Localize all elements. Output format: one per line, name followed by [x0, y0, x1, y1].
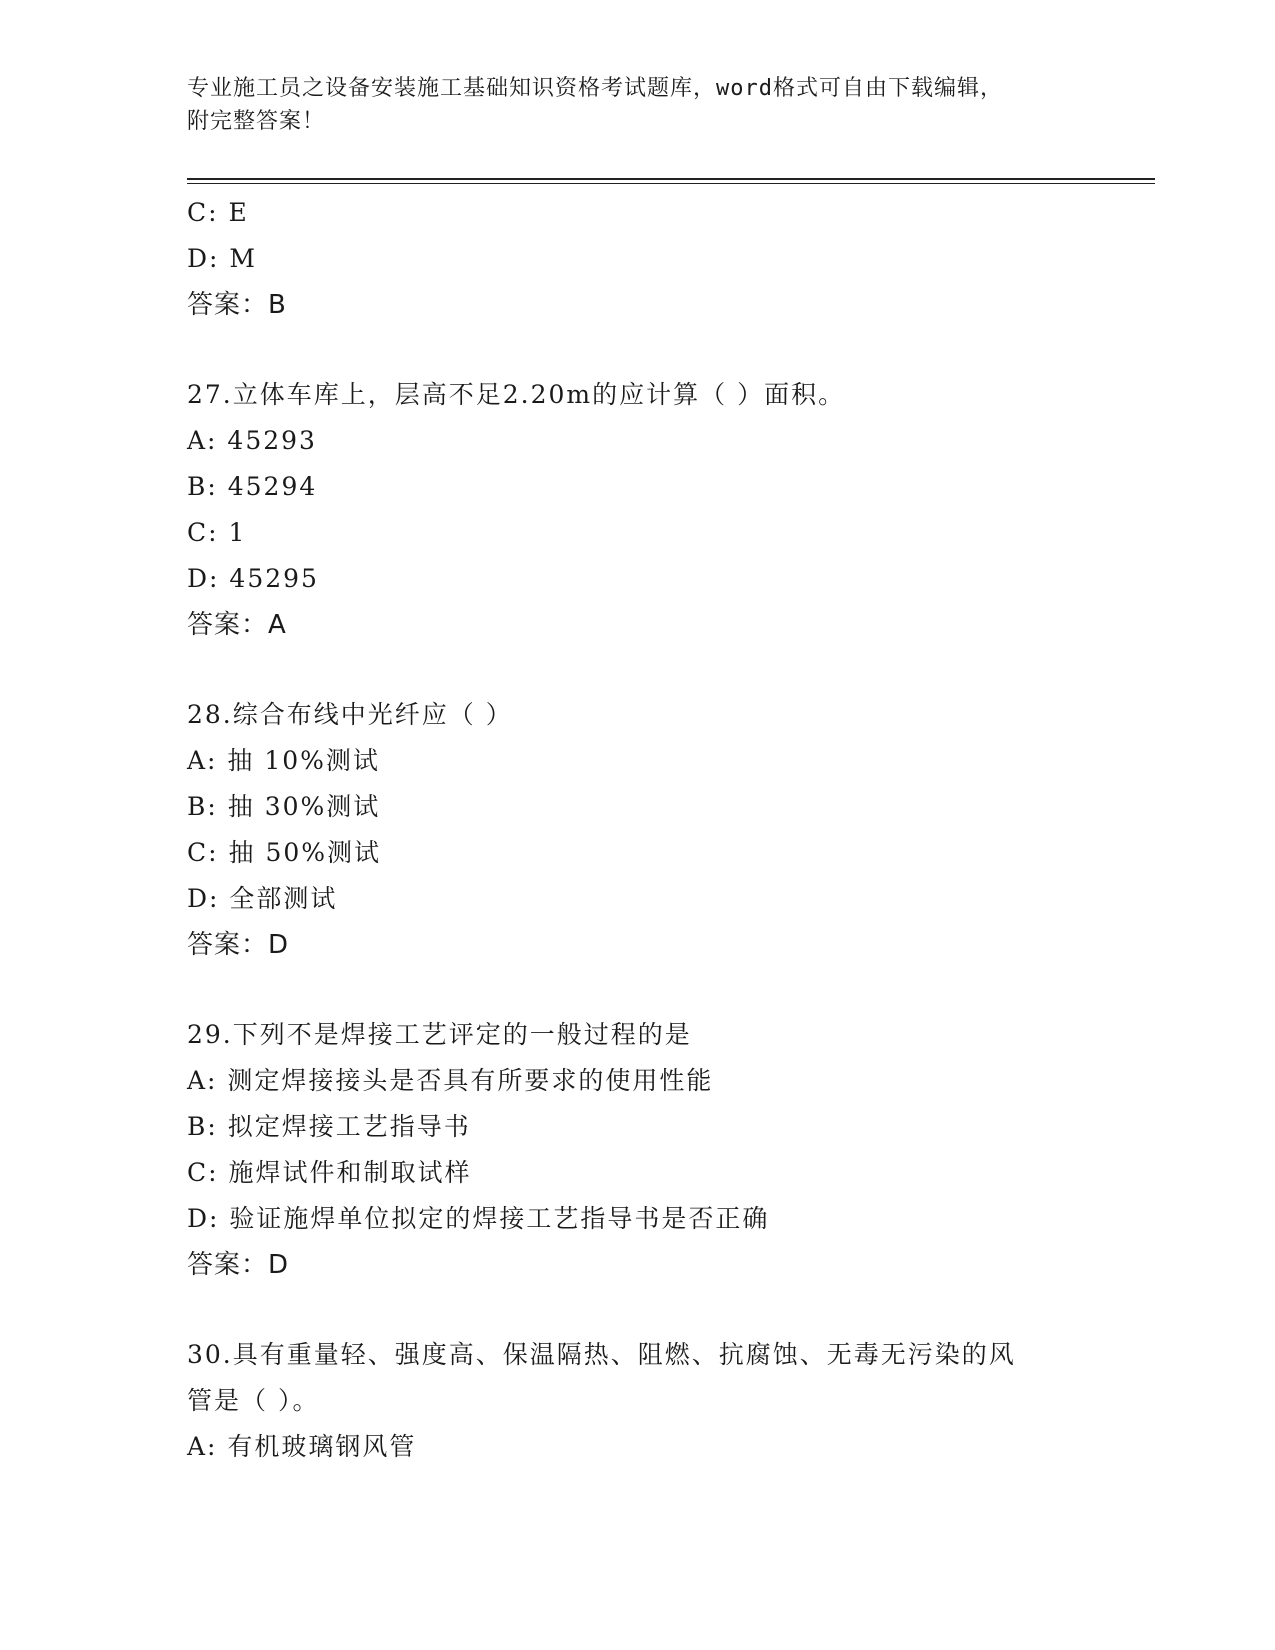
question-29	[187, 1012, 1087, 1288]
question-26-tail	[187, 190, 1087, 328]
header-rule-thick	[187, 178, 1155, 180]
option-d: D: M	[187, 244, 258, 273]
answer-line: 答案：D	[187, 930, 290, 960]
option-a: A: 有机玻璃钢风管	[187, 1432, 417, 1461]
option-d: D: 全部测试	[187, 884, 338, 913]
question-stem: 29.下列不是焊接工艺评定的一般过程的是	[187, 1020, 692, 1049]
spacer	[187, 968, 1087, 1012]
option-c: C: 抽 50%测试	[187, 838, 382, 867]
question-stem: 27.立体车库上，层高不足2.20m的应计算（ ）面积。	[187, 380, 846, 409]
question-list	[187, 190, 1087, 1470]
question-27	[187, 372, 1087, 648]
answer-line: 答案：D	[187, 1250, 290, 1280]
option-a: A: 抽 10%测试	[187, 746, 380, 775]
question-30	[187, 1332, 1087, 1470]
answer-line: 答案：B	[187, 290, 287, 320]
header-line-2: 附完整答案！	[187, 109, 326, 134]
option-b: B: 45294	[187, 472, 318, 501]
option-b: B: 抽 30%测试	[187, 792, 381, 821]
question-stem: 30.具有重量轻、强度高、保温隔热、阻燃、抗腐蚀、无毒无污染的风	[187, 1340, 1016, 1369]
option-c: C: E	[187, 198, 249, 227]
answer-line: 答案：A	[187, 610, 287, 640]
header-line-1: 专业施工员之设备安装施工基础知识资格考试题库，word格式可自由下载编辑，	[187, 76, 1003, 101]
option-c: C: 施焊试件和制取试样	[187, 1158, 472, 1187]
option-a: A: 45293	[187, 426, 317, 455]
option-d: D: 45295	[187, 564, 319, 593]
spacer	[187, 648, 1087, 692]
document-header	[187, 72, 1087, 138]
header-rule-thin	[187, 183, 1155, 184]
spacer	[187, 328, 1087, 372]
option-a: A: 测定焊接接头是否具有所要求的使用性能	[187, 1066, 714, 1095]
option-b: B: 拟定焊接工艺指导书	[187, 1112, 471, 1141]
option-c: C: 1	[187, 518, 247, 547]
question-stem: 28.综合布线中光纤应（ ）	[187, 700, 513, 729]
question-28	[187, 692, 1087, 968]
option-d: D: 验证施焊单位拟定的焊接工艺指导书是否正确	[187, 1204, 770, 1233]
spacer	[187, 1288, 1087, 1332]
question-stem-continued: 管是（ ）。	[187, 1386, 320, 1415]
